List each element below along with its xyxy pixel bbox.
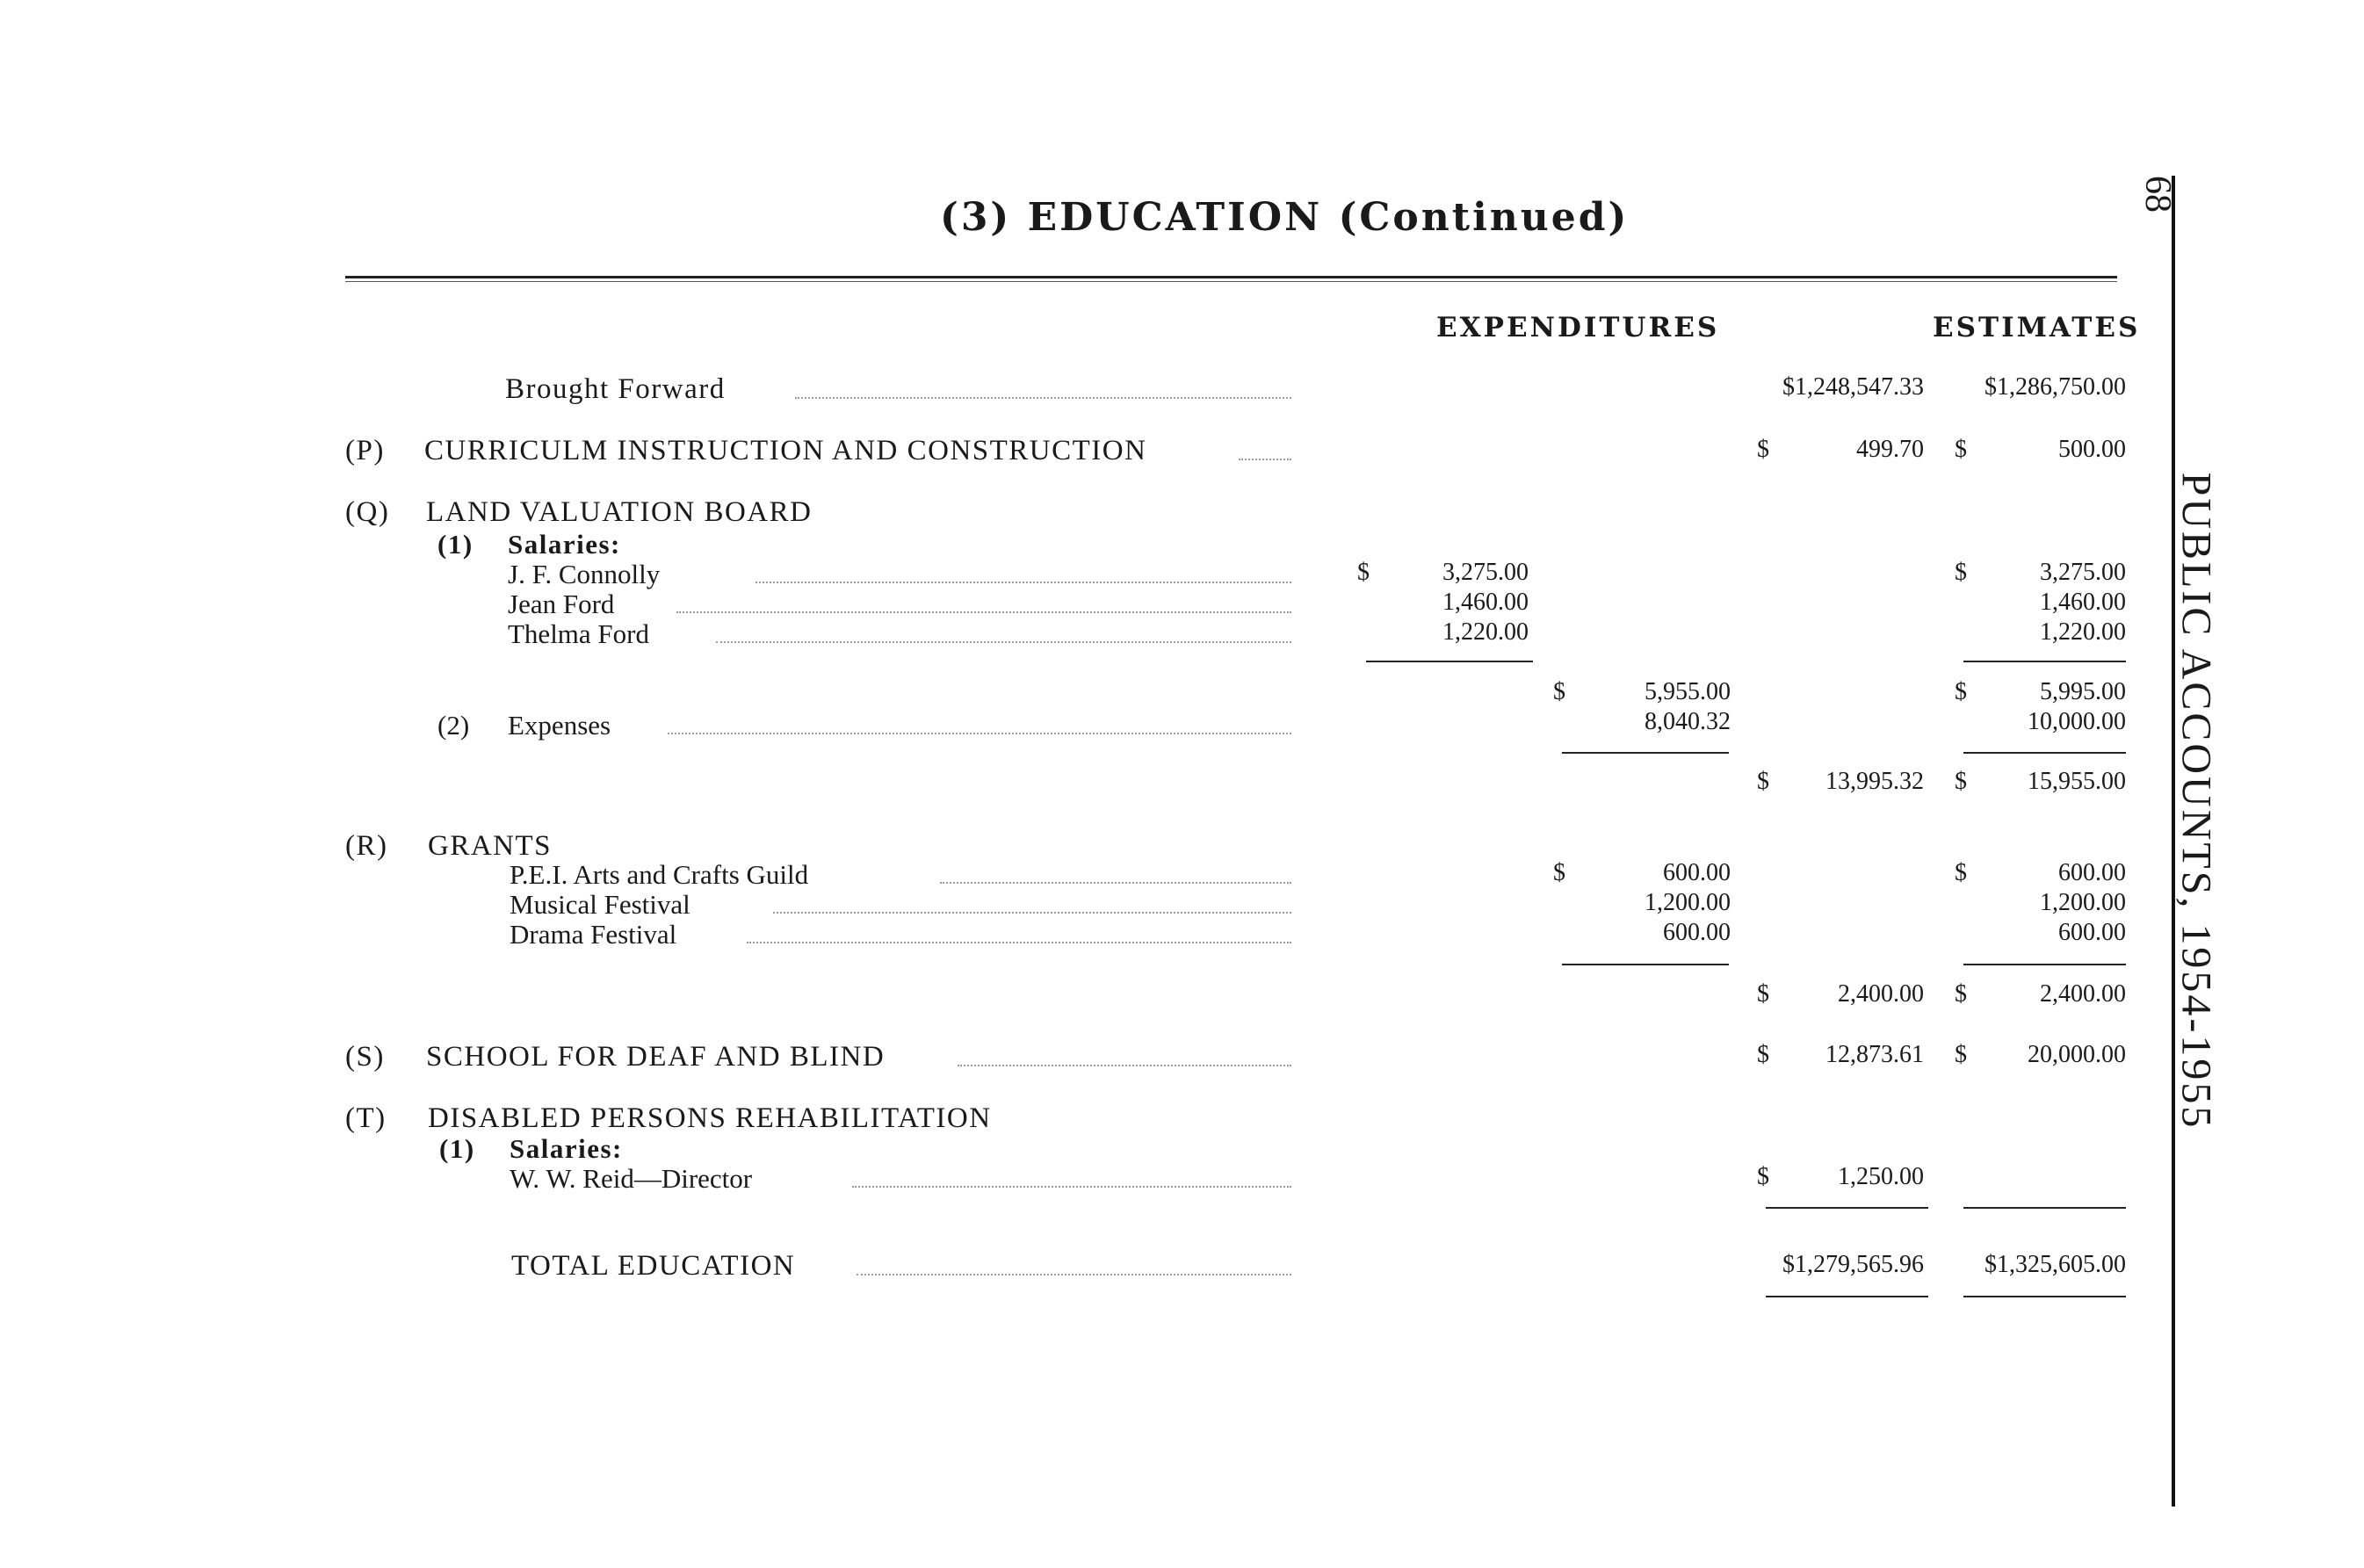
person-name: W. W. Reid—Director [510, 1163, 753, 1194]
section-q-salaries-label: Salaries: [508, 529, 621, 560]
section-q-total-estimate: 15,955.00 [2028, 768, 2126, 795]
section-q-salaries-num: (1) [437, 529, 474, 560]
currency-symbol: $ [1757, 436, 1769, 463]
section-s-code: (S) [345, 1041, 385, 1073]
total-rule [1963, 1207, 2126, 1209]
currency-symbol: $ [1955, 678, 1967, 705]
grant-name: Drama Festival [510, 919, 677, 950]
grant-estimate: 600.00 [2058, 859, 2126, 886]
page-title: (3) EDUCATION (Continued) [940, 195, 1630, 240]
section-p-estimate: 500.00 [2058, 436, 2126, 463]
currency-symbol: $ [1757, 1163, 1769, 1190]
brought-forward-expenditure: $1,248,547.33 [1782, 373, 1924, 401]
total-label: TOTAL EDUCATION [511, 1250, 796, 1282]
section-t-salaries-num: (1) [439, 1133, 475, 1164]
currency-symbol: $ [1757, 768, 1769, 795]
section-t-expenditure: 1,250.00 [1838, 1163, 1924, 1190]
currency-symbol: $ [1357, 559, 1370, 586]
currency-symbol: $ [1955, 436, 1967, 463]
person-name: Jean Ford [508, 589, 615, 619]
leader-dots [747, 942, 1291, 943]
total-rule [1963, 1296, 2126, 1297]
currency-symbol: $ [1757, 1041, 1769, 1068]
section-q-expenses: 8,040.32 [1645, 708, 1731, 735]
grant-amount: 1,200.00 [1645, 889, 1731, 916]
subtotal-rule [1963, 661, 2126, 662]
section-q-expenses-estimate: 10,000.00 [2028, 708, 2126, 735]
person-name: Thelma Ford [508, 618, 649, 649]
section-q-salaries-estimate: 5,995.00 [2040, 678, 2126, 705]
salary-amount: 3,275.00 [1442, 559, 1529, 586]
section-t-label: DISABLED PERSONS REHABILITATION [428, 1102, 992, 1134]
estimates-heading: ESTIMATES [1933, 312, 2141, 343]
section-s-label: SCHOOL FOR DEAF AND BLIND [426, 1041, 886, 1073]
section-q-expenses-num: (2) [437, 710, 470, 741]
section-q-label: LAND VALUATION BOARD [426, 496, 813, 528]
section-p-label: CURRICULM INSTRUCTION AND CONSTRUCTION [424, 435, 1147, 466]
section-p-code: (P) [345, 435, 385, 466]
currency-symbol: $ [1757, 980, 1769, 1008]
leader-dots [716, 641, 1291, 643]
grant-name: P.E.I. Arts and Crafts Guild [510, 859, 809, 890]
currency-symbol: $ [1955, 768, 1967, 795]
leader-dots [852, 1186, 1291, 1188]
salary-amount: 1,460.00 [1442, 589, 1529, 616]
expenditures-heading: EXPENDITURES [1436, 312, 1720, 343]
salary-amount: 1,220.00 [1442, 618, 1529, 646]
leader-dots [668, 733, 1291, 734]
total-estimate: $1,325,605.00 [1984, 1251, 2126, 1278]
leader-dots [857, 1274, 1291, 1275]
subtotal-rule [1366, 661, 1533, 662]
section-r-total-estimate: 2,400.00 [2040, 980, 2126, 1008]
running-head: PUBLIC ACCOUNTS, 1954-1955 [2172, 472, 2220, 1131]
subtotal-rule [1562, 964, 1729, 965]
grant-amount: 600.00 [1663, 859, 1731, 886]
leader-dots [795, 397, 1291, 399]
grant-amount: 600.00 [1663, 919, 1731, 946]
total-rule [1766, 1296, 1928, 1297]
subtotal-rule [1562, 752, 1729, 754]
header-rule-top [345, 276, 2117, 278]
currency-symbol: $ [1955, 559, 1967, 586]
leader-dots [755, 582, 1291, 583]
section-r-total: 2,400.00 [1838, 980, 1924, 1008]
section-q-total: 13,995.32 [1825, 768, 1924, 795]
total-expenditure: $1,279,565.96 [1782, 1251, 1924, 1278]
grant-name: Musical Festival [510, 889, 690, 920]
currency-symbol: $ [1955, 859, 1967, 886]
currency-symbol: $ [1553, 859, 1565, 886]
subtotal-rule [1963, 964, 2126, 965]
section-t-salaries-label: Salaries: [510, 1133, 623, 1164]
leader-dots [958, 1065, 1291, 1066]
section-q-code: (Q) [345, 496, 390, 528]
header-rule-bottom [345, 281, 2117, 282]
leader-dots [940, 882, 1291, 884]
grant-estimate: 600.00 [2058, 919, 2126, 946]
brought-forward-estimate: $1,286,750.00 [1984, 373, 2126, 401]
salary-estimate: 3,275.00 [2040, 559, 2126, 586]
section-r-label: GRANTS [428, 830, 553, 862]
section-s-estimate: 20,000.00 [2028, 1041, 2126, 1068]
section-s-expenditure: 12,873.61 [1825, 1041, 1924, 1068]
grant-estimate: 1,200.00 [2040, 889, 2126, 916]
person-name: J. F. Connolly [508, 559, 661, 589]
section-r-code: (R) [345, 830, 388, 862]
subtotal-rule [1963, 752, 2126, 754]
currency-symbol: $ [1553, 678, 1565, 705]
leader-dots [1239, 459, 1291, 460]
section-p-expenditure: 499.70 [1856, 436, 1924, 463]
leader-dots [676, 611, 1291, 613]
page-number: 68 [2137, 176, 2178, 213]
brought-forward-label: Brought Forward [505, 373, 726, 405]
currency-symbol: $ [1955, 1041, 1967, 1068]
leader-dots [773, 912, 1291, 914]
currency-symbol: $ [1955, 980, 1967, 1008]
section-q-salaries-total: 5,955.00 [1645, 678, 1731, 705]
section-q-expenses-label: Expenses [508, 710, 611, 741]
total-rule [1766, 1207, 1928, 1209]
salary-estimate: 1,220.00 [2040, 618, 2126, 646]
section-t-code: (T) [345, 1102, 387, 1134]
salary-estimate: 1,460.00 [2040, 589, 2126, 616]
